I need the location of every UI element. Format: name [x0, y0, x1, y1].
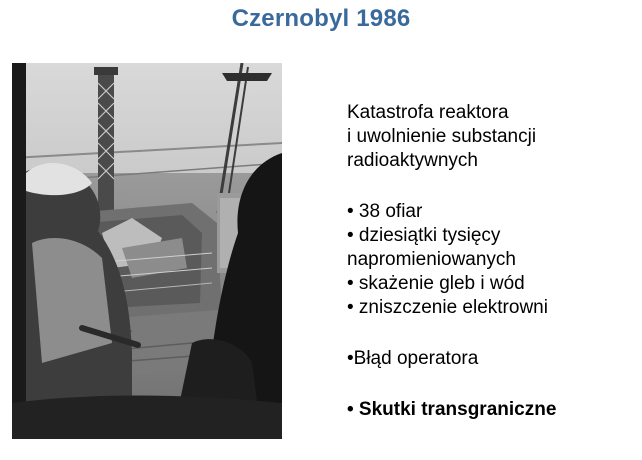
- bullet-contamination: • skażenie gleb i wód: [347, 273, 525, 294]
- slide-title: Czernobyl 1986: [231, 5, 411, 32]
- reactor-photo: [12, 63, 282, 439]
- bullet-victims: • 38 ofiar: [347, 201, 423, 222]
- bullet-plant-destruction: • zniszczenie elektrowni: [347, 297, 548, 318]
- bullet-irradiated: napromieniowanych: [347, 249, 516, 270]
- intro-line-3: radioaktywnych: [347, 150, 478, 171]
- operator-error: •Błąd operatora: [347, 348, 479, 369]
- intro-line-1: Katastrofa reaktora: [347, 102, 509, 123]
- intro-line-2: i uwolnienie substancji: [347, 126, 537, 147]
- bullet-thousands: • dziesiątki tysięcy: [347, 225, 501, 246]
- slide-body: [347, 101, 632, 422]
- transboundary-effects: • Skutki transgraniczne: [347, 399, 557, 420]
